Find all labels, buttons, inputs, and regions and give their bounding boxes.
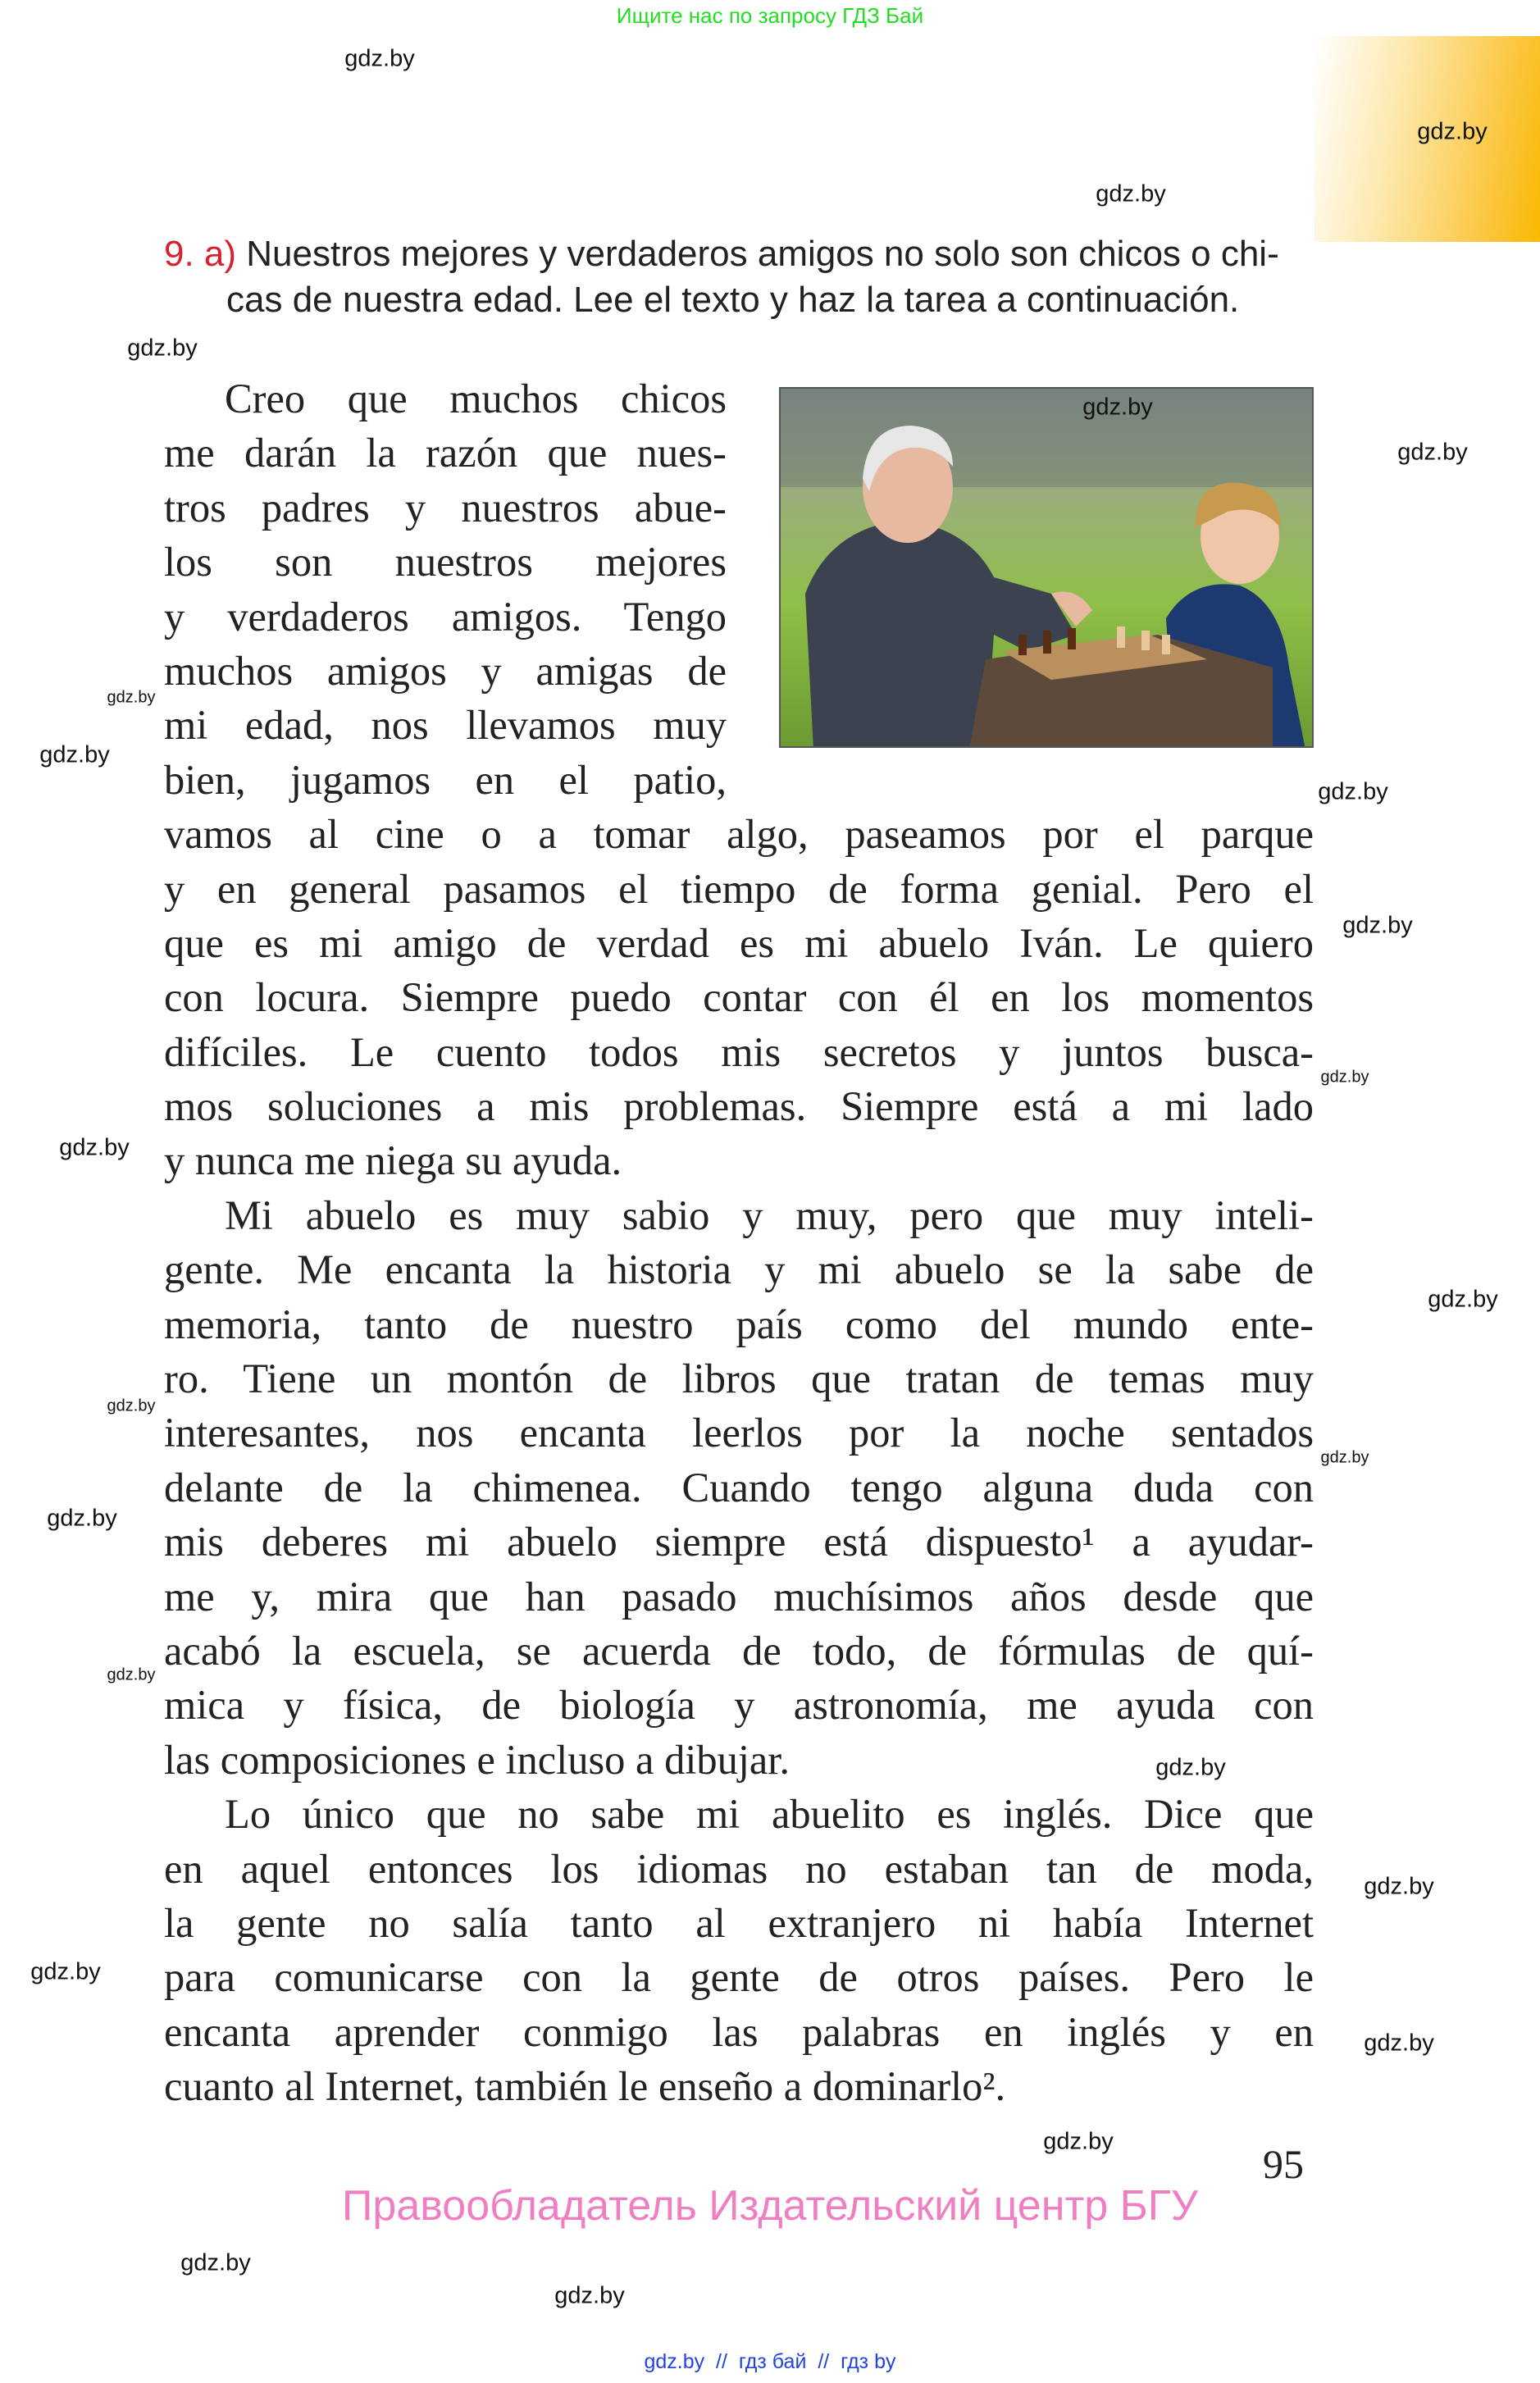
task-heading (164, 231, 1316, 323)
text-line: las composiciones e incluso a dibujar. (164, 1736, 790, 1783)
watermark: gdz.by (1096, 180, 1166, 207)
text-line: para comunicarse con la gente de otros países. Pero le (164, 1954, 1314, 2001)
text-line: muchos amigos y amigas de (164, 647, 727, 694)
text-line: mi edad, nos llevamos muy (164, 702, 727, 749)
text-line: la gente no salía tanto al extranjero ni había Internet (164, 1899, 1314, 1946)
watermark: gdz.by (30, 1958, 101, 1985)
watermark: gdz.by (1364, 1873, 1434, 1900)
watermark: gdz.by (1397, 439, 1468, 466)
watermark: gdz.by (1043, 2128, 1114, 2155)
text-line: tros padres y nuestros abue- (164, 484, 727, 531)
text-line: delante de la chimenea. Cuando tengo alguna duda con (164, 1464, 1314, 1510)
watermark: gdz.by (1155, 1754, 1226, 1781)
text-line: cuanto al Internet, también le enseño a dominarlo². (164, 2063, 1006, 2110)
watermark: gdz.by (344, 45, 415, 72)
task-line-2: cas de nuestra edad. Lee el texto y haz la tarea a continuación. (226, 280, 1240, 320)
page-number: 95 (1263, 2141, 1304, 2187)
text-line: encanta aprender conmigo las palabras en inglés y en (164, 2008, 1314, 2055)
text-line: acabó la escuela, se acuerda de todo, de fórmulas de quí- (164, 1627, 1314, 1674)
text-line: mis deberes mi abuelo siempre está dispuesto¹ a ayudar- (164, 1519, 1314, 1565)
watermark: gdz.by (127, 335, 198, 362)
text-line: ro. Tiene un montón de libros que tratan de temas muy (164, 1356, 1314, 1402)
text-line: y en general pasamos el tiempo de forma genial. Pero el (164, 865, 1314, 912)
text-line: vamos al cine o a tomar algo, paseamos por el parque (164, 811, 1314, 858)
watermark: gdz.by (47, 1505, 117, 1532)
watermark: gdz.by (554, 2282, 625, 2309)
watermark: gdz.by (59, 1134, 130, 1161)
text-line: Mi abuelo es muy sabio y muy, pero que muy inteli- (225, 1192, 1314, 1238)
text-line: que es mi amigo de verdad es mi abuelo Iván. Le quiero (164, 919, 1314, 966)
watermark: gdz.by (39, 741, 110, 768)
text-line: mica y física, de biología y astronomía, me ayuda con (164, 1682, 1314, 1729)
task-line-1: Nuestros mejores y verdaderos amigos no solo son chicos o chi- (246, 234, 1279, 274)
watermark: gdz.by (180, 2249, 251, 2276)
search-banner: Ищите нас по запросу ГДЗ Бай (616, 3, 924, 28)
watermark: gdz.by (1364, 2030, 1434, 2057)
watermark: gdz.by (107, 1397, 156, 1415)
task-number: 9. a) (164, 234, 237, 274)
reading-text (164, 371, 1314, 2114)
text-line: me darán la razón que nues- (164, 430, 727, 476)
watermark: gdz.by (107, 1665, 156, 1684)
watermark: gdz.by (1320, 1448, 1369, 1467)
watermark: gdz.by (107, 688, 156, 707)
footer-links[interactable]: gdz.by // гдз бай // гдз by (644, 2350, 896, 2373)
text-line: con locura. Siempre puedo contar con él en los momentos (164, 974, 1314, 1021)
text-line: en aquel entonces los idiomas no estaban tan de moda, (164, 1845, 1314, 1892)
watermark: gdz.by (1082, 394, 1153, 421)
text-line: y verdaderos amigos. Tengo (164, 593, 727, 640)
text-line: y nunca me niega su ayuda. (164, 1137, 622, 1184)
text-line: memoria, tanto de nuestro país como del mundo ente- (164, 1301, 1314, 1347)
copyright-owner: Правообладатель Издательский центр БГУ (342, 2182, 1198, 2230)
text-line: Creo que muchos chicos (225, 376, 727, 421)
watermark: gdz.by (1320, 1068, 1369, 1087)
watermark: gdz.by (1318, 778, 1388, 805)
text-line: interesantes, nos encanta leerlos por la noche sentados (164, 1410, 1314, 1456)
text-line: me y, mira que han pasado muchísimos años desde que (164, 1573, 1314, 1620)
text-line: Lo único que no sabe mi abuelito es inglés. Dice que (225, 1791, 1314, 1838)
text-line: difíciles. Le cuento todos mis secretos y juntos busca- (164, 1028, 1314, 1075)
text-line: gente. Me encanta la historia y mi abuelo se la sabe de (164, 1246, 1314, 1293)
text-line: los son nuestros mejores (164, 539, 727, 585)
text-line: mos soluciones a mis problemas. Siempre está a mi lado (164, 1083, 1314, 1130)
watermark: gdz.by (1417, 118, 1488, 145)
watermark: gdz.by (1428, 1286, 1498, 1313)
watermark: gdz.by (1342, 912, 1413, 939)
text-line: bien, jugamos en el patio, (164, 756, 727, 803)
